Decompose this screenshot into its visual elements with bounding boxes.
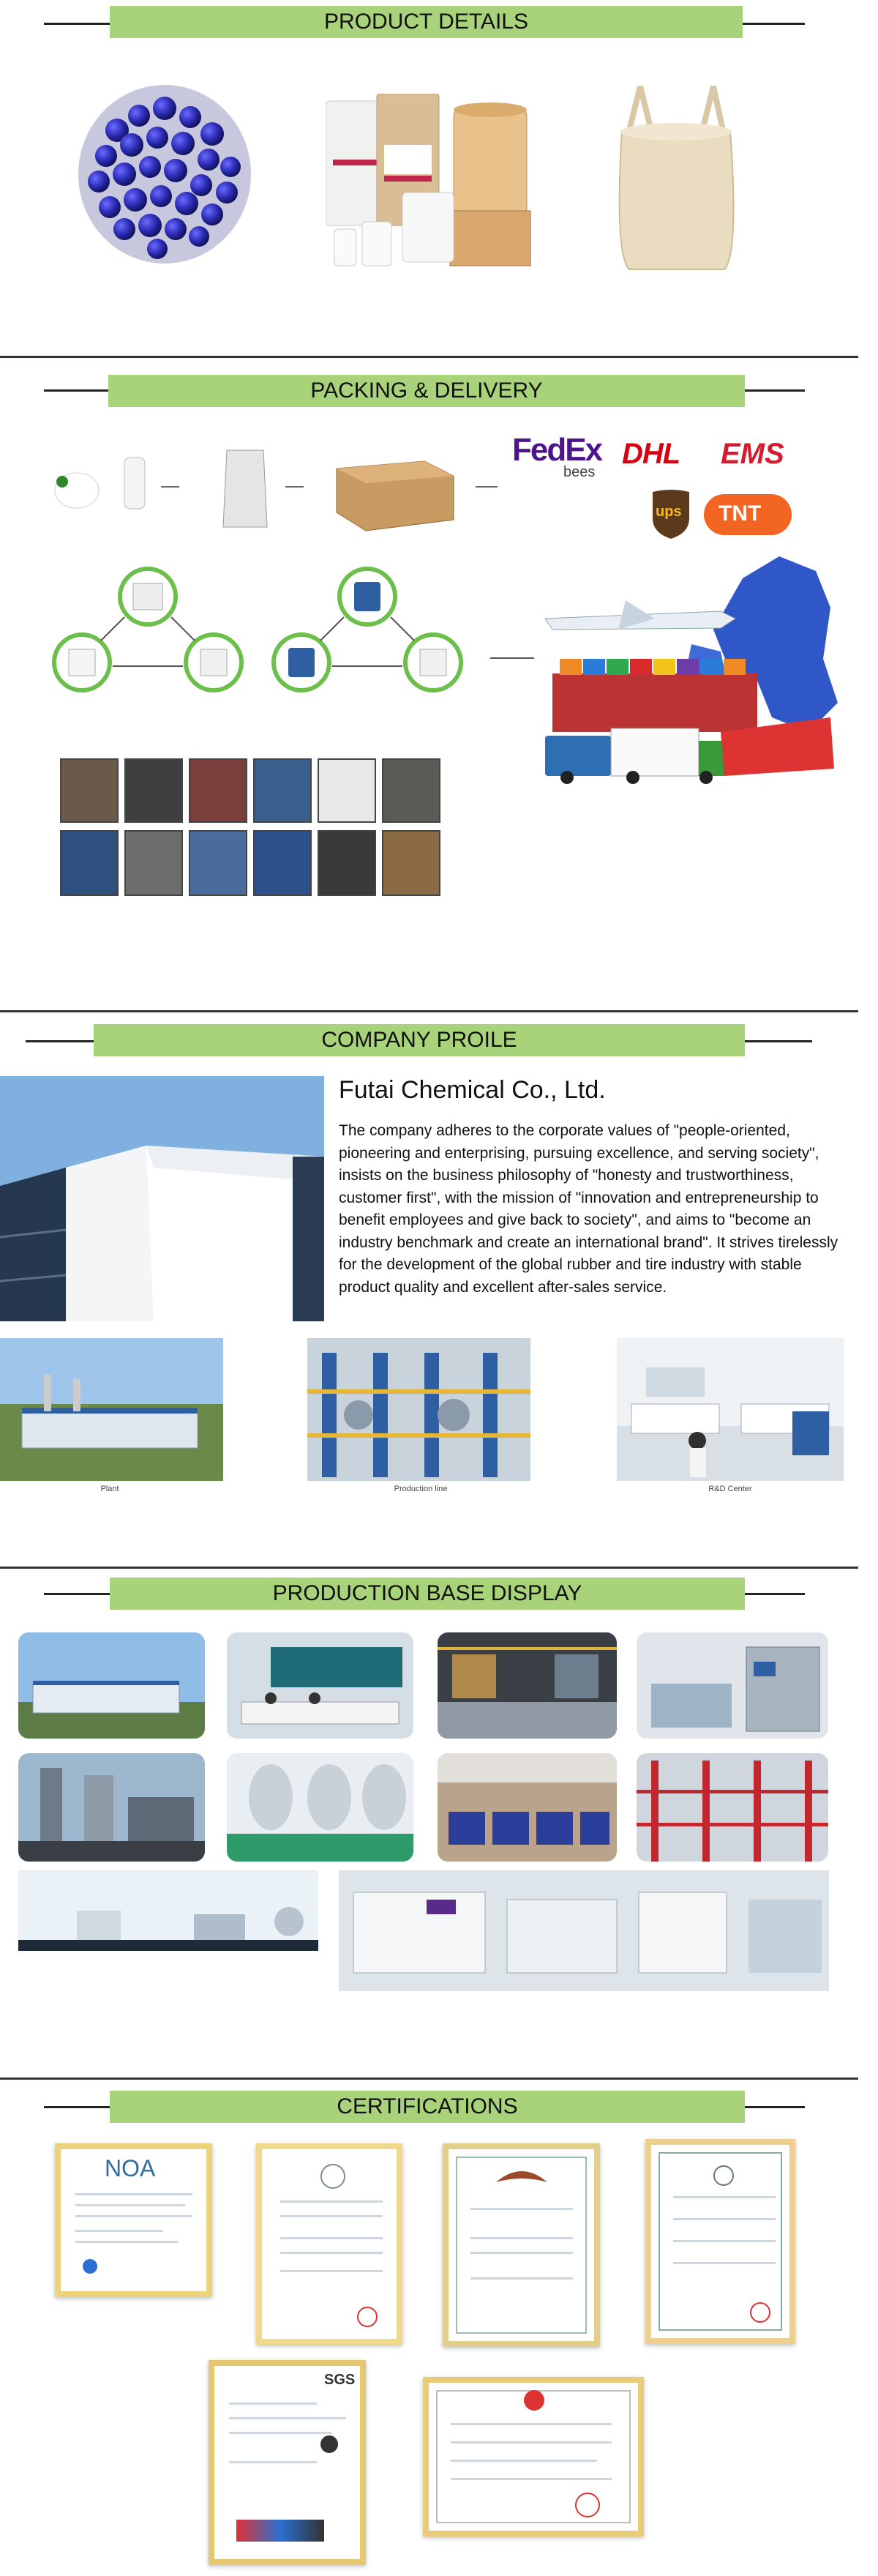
certificate-3 — [443, 2143, 600, 2347]
base-photo-2 — [227, 1632, 413, 1739]
base-photo-7 — [438, 1753, 617, 1862]
fedex-sub-label: bees — [563, 464, 596, 480]
carrier-dhl-logo — [622, 438, 713, 471]
section-title: PRODUCT DETAILS — [324, 10, 528, 34]
base-photo-4 — [637, 1632, 828, 1739]
section-title: COMPANY PROILE — [321, 1028, 517, 1052]
section-banner-certifications — [110, 2091, 745, 2123]
base-photo-1 — [18, 1632, 205, 1739]
company-photo-production-line — [307, 1338, 530, 1481]
certificate-2 — [256, 2143, 402, 2345]
section-banner-company-profile — [94, 1024, 745, 1056]
packing-cycle-diagram-2 — [271, 560, 465, 714]
carrier-tnt-logo — [704, 494, 792, 535]
flow-arrow — [490, 657, 534, 659]
company-building-photo — [0, 1076, 324, 1321]
certificate-4 — [645, 2139, 795, 2344]
carrier-fedex-logo — [512, 432, 615, 483]
carrier-ems-logo — [721, 438, 819, 471]
base-photo-6 — [227, 1753, 413, 1862]
fedex-wordmark: FedEx — [512, 432, 602, 468]
section-divider — [0, 2077, 858, 2080]
ems-wordmark: EMS — [721, 438, 784, 470]
carrier-ups-logo — [650, 489, 692, 540]
base-photo-3 — [438, 1632, 617, 1739]
section-divider — [0, 356, 858, 358]
photo-caption-rd-center: R&D Center — [708, 1485, 752, 1493]
product-image-granules — [73, 79, 256, 269]
photo-caption-plant: Plant — [100, 1485, 119, 1493]
section-title: CERTIFICATIONS — [337, 2094, 518, 2118]
certificate-5 — [209, 2360, 366, 2565]
section-divider — [0, 1010, 858, 1012]
certificate-logo-noa: NOA — [105, 2155, 156, 2181]
packing-flow-row — [44, 439, 512, 549]
base-photo-8 — [637, 1753, 828, 1862]
photo-caption-production-line: Production line — [394, 1485, 448, 1493]
certificate-1 — [55, 2143, 212, 2297]
section-banner-packing-delivery — [108, 375, 745, 407]
tnt-wordmark: TNT — [718, 501, 762, 526]
section-banner-production-base — [110, 1578, 745, 1610]
base-photo-10 — [339, 1870, 829, 1991]
section-title: PRODUCTION BASE DISPLAY — [272, 1581, 582, 1605]
certificate-logo-sgs: SGS — [324, 2372, 356, 2388]
company-photo-rd-center — [617, 1338, 844, 1481]
packing-cycle-diagram-1 — [51, 560, 245, 714]
ups-wordmark: ups — [656, 504, 682, 520]
section-title: PACKING & DELIVERY — [310, 378, 543, 403]
dhl-wordmark: DHL — [622, 438, 680, 470]
company-photo-plant — [0, 1338, 223, 1481]
base-photo-9 — [18, 1870, 318, 1991]
base-photo-5 — [18, 1753, 205, 1862]
product-image-jumbo-bag — [600, 79, 754, 284]
company-description: The company adheres to the corporate values of "people-oriented, pioneering and enterprising, pursuing excellence, and serving society", insists on the business philosophy of "honesty and trustworthiness, customer first", with the mission of "innovation and entrepreneurship to benefit employees and give back to society", and aims to "become an industry benchmark and create an international brand". It strives tirelessly for the development of the global rubber and tire industry with stable product quality and excellent after-sales service. — [339, 1122, 838, 1296]
section-divider — [0, 1567, 858, 1569]
packing-photo-grid — [60, 758, 440, 897]
company-name: Futai Chemical Co., Ltd. — [339, 1076, 606, 1104]
certificate-6 — [423, 2377, 644, 2536]
product-image-packaging — [326, 94, 538, 269]
logistics-image — [538, 549, 841, 805]
section-banner-product-details — [110, 6, 743, 38]
